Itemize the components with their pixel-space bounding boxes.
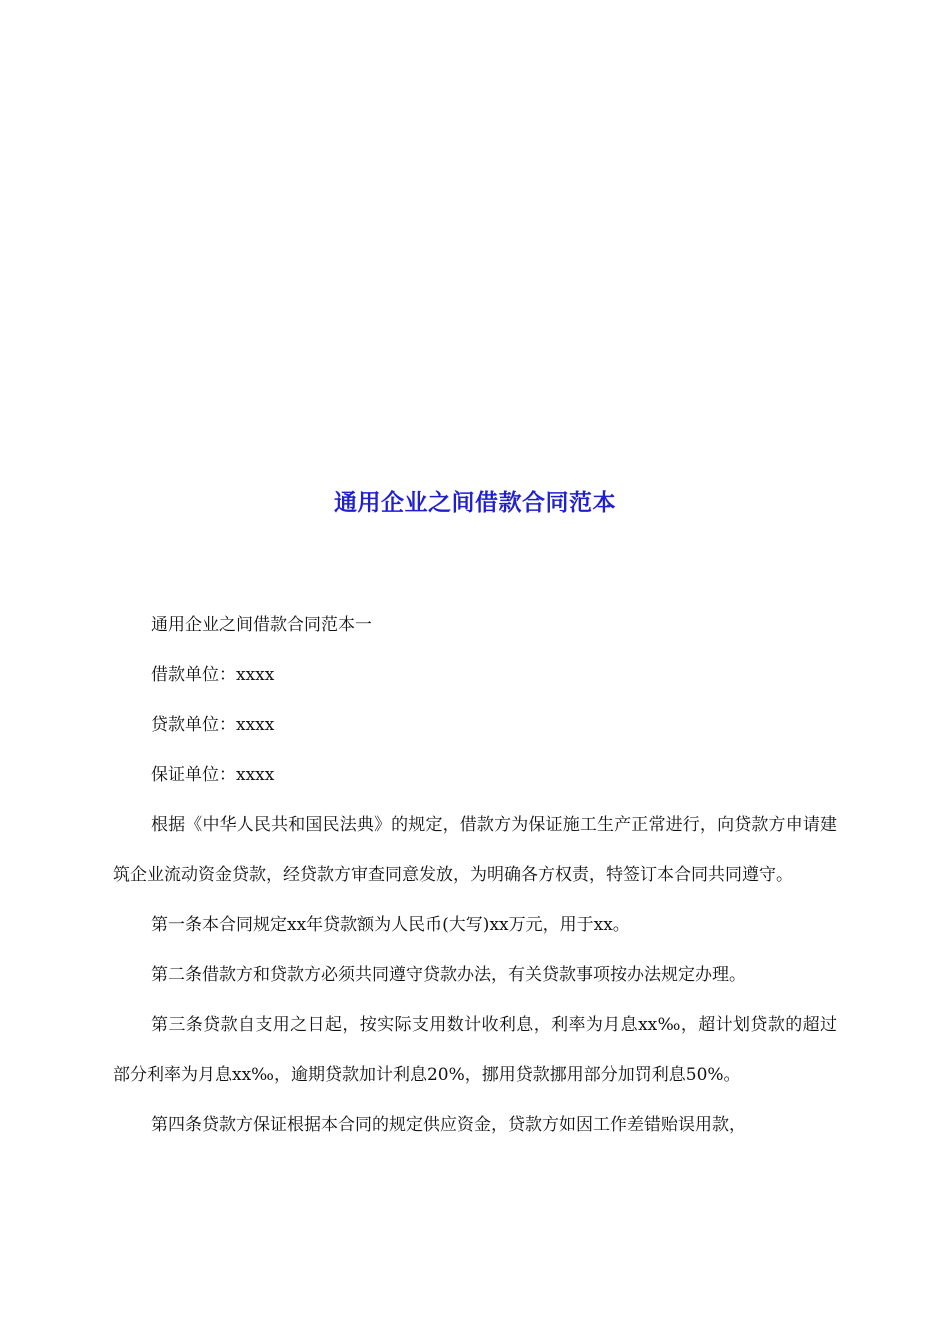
document-title: 通用企业之间借款合同范本 [334, 490, 616, 516]
paragraph-article-3: 第三条贷款自支用之日起，按实际支用数计收利息，利率为月息xx‰，超计划贷款的超过部分利率为月息xx‰，逾期贷款加计利息20%，挪用贷款挪用部分加罚利息50%。 [113, 1015, 837, 1085]
paragraph-article-2: 第二条借款方和贷款方必须共同遵守贷款办法，有关贷款事项按办法规定办理。 [151, 965, 746, 985]
paragraph-borrower: 借款单位：xxxx [151, 665, 275, 685]
paragraph-article-4: 第四条贷款方保证根据本合同的规定供应资金，贷款方如因工作差错贻误用款， [151, 1115, 746, 1135]
paragraph-preamble: 根据《中华人民共和国民法典》的规定，借款方为保证施工生产正常进行，向贷款方申请建筑企业流动资金贷款，经贷款方审查同意发放，为明确各方权责，特签订本合同共同遵守。 [113, 815, 837, 885]
paragraph-guarantor: 保证单位：xxxx [151, 765, 275, 785]
paragraph-heading: 通用企业之间借款合同范本一 [151, 615, 372, 635]
document-body [113, 600, 837, 1150]
paragraph-lender: 贷款单位：xxxx [151, 715, 275, 735]
paragraph-article-1: 第一条本合同规定xx年贷款额为人民币(大写)xx万元，用于xx。 [151, 915, 630, 935]
